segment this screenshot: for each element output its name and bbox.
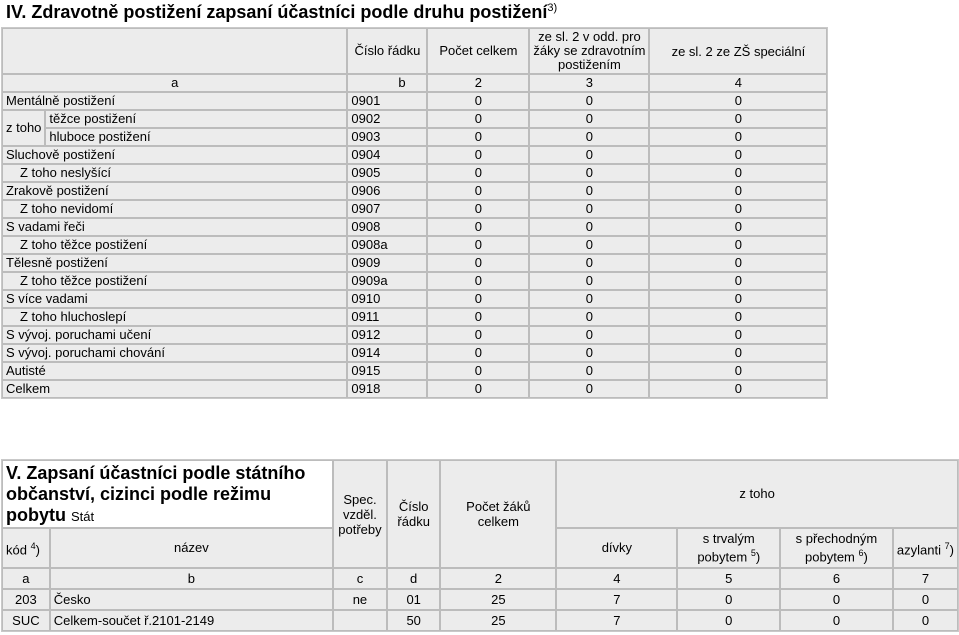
cell-value: 0 [529,128,649,146]
header-prechodny-footnote: 6 [858,548,864,559]
row-code: 0909 [347,254,427,272]
cell-value: 0 [649,110,827,128]
column-letters-row [2,74,827,92]
cell-kod: 203 [2,589,50,610]
row-code: 0908a [347,236,427,254]
row-code: 0909a [347,272,427,290]
header-trvaly-text: s trvalým pobytem [697,531,755,565]
row-code: 0908 [347,218,427,236]
table-row [2,146,827,164]
row-label: Celkem [2,380,347,398]
cell-azylanti: 0 [893,610,958,631]
row-label: S více vadami [2,290,347,308]
cell-value: 0 [427,344,529,362]
header-cislo-radku: Číslo řádku [387,460,441,568]
col-letter: 5 [677,568,780,589]
table-row [2,326,827,344]
cell-value: 0 [649,236,827,254]
cell-value: 0 [529,182,649,200]
cell-value: 0 [427,290,529,308]
cell-spec: ne [333,589,387,610]
cell-value: 0 [427,146,529,164]
cell-divky: 7 [556,610,677,631]
cell-nazev: Celkem-součet ř.2101-2149 [50,610,333,631]
row-code: 0905 [347,164,427,182]
cell-value: 0 [529,272,649,290]
cell-azylanti: 0 [893,589,958,610]
row-code: 0904 [347,146,427,164]
cell-value: 0 [649,290,827,308]
cell-value: 0 [649,218,827,236]
header-prechodny: s přechodným pobytem $^6$) [780,528,893,568]
header-kod: kód $^4$) [2,528,50,568]
row-code: 0918 [347,380,427,398]
cell-radek: 01 [387,589,441,610]
table-row [2,308,827,326]
column-letters-row [2,568,958,589]
row-label: Zrakově postižení [2,182,347,200]
col-letter: 4 [556,568,677,589]
cell-value: 0 [427,254,529,272]
row-label: Z toho nevidomí [2,200,347,218]
cell-trvaly: 0 [677,589,780,610]
row-code: 0902 [347,110,427,128]
row-code: 0914 [347,344,427,362]
section4-title-footnote: 3) [547,2,558,14]
table-row [2,254,827,272]
cell-value: 0 [529,308,649,326]
table-row [2,182,827,200]
cell-value: 0 [427,380,529,398]
row-label: S vadami řeči [2,218,347,236]
cell-value: 0 [427,362,529,380]
section5-title-text: V. Zapsaní účastníci podle státního občanství, cizinci podle režimu pobytu [6,463,306,525]
cell-value: 0 [529,146,649,164]
cell-value: 0 [427,308,529,326]
header-blank [2,28,347,74]
col-letter: 6 [780,568,893,589]
cell-nazev: Česko [50,589,333,610]
header-kod-footnote: 4 [30,540,36,551]
row-label: Sluchově postižení [2,146,347,164]
cell-pocet: 25 [440,610,556,631]
section4-title-text: IV. Zdravotně postižení zapsaní účastníci podle druhu postižení [6,2,548,22]
header-pocet-celkem: Počet celkem [427,28,529,74]
table-row [2,92,827,110]
header-azylanti-footnote: 7 [944,540,950,551]
disability-table [1,27,828,399]
row-label: S vývoj. poruchami chování [2,344,347,362]
cell-value: 0 [427,110,529,128]
row-code: 0912 [347,326,427,344]
cell-value: 0 [427,128,529,146]
header-z-toho: z toho [556,460,958,528]
cell-value: 0 [529,92,649,110]
cell-value: 0 [427,236,529,254]
row-code: 0901 [347,92,427,110]
row-label: hluboce postižení [45,128,347,146]
table-row [2,362,827,380]
table-row [2,290,827,308]
col-letter: b [50,568,333,589]
table-row [2,110,827,128]
cell-divky: 7 [556,589,677,610]
table-row [2,272,827,290]
table-row [2,610,958,631]
table-row [2,164,827,182]
col-letter: 3 [529,74,649,92]
cell-value: 0 [649,182,827,200]
cell-value: 0 [529,290,649,308]
col-letter: 2 [427,74,529,92]
cell-value: 0 [529,236,649,254]
table-row [2,236,827,254]
cell-value: 0 [649,272,827,290]
cell-kod: SUC [2,610,50,631]
row-label: Mentálně postižení [2,92,347,110]
header-kod-text: kód [6,542,27,558]
row-label: Autisté [2,362,347,380]
cell-value: 0 [529,254,649,272]
row-label: Z toho těžce postižení [2,272,347,290]
cell-value: 0 [427,218,529,236]
row-label: těžce postižení [45,110,347,128]
header-trvaly: s trvalým pobytem $^5$) [677,528,780,568]
row-label: Z toho neslyšící [2,164,347,182]
header-ze-sl2: ze sl. 2 v odd. pro žáky se zdravotním postižením [529,28,649,74]
cell-value: 0 [649,128,827,146]
row-code: 0910 [347,290,427,308]
table-row [2,589,958,610]
cell-prechodny: 0 [780,589,893,610]
header-ze-sl2-zs: ze sl. 2 ze ZŠ speciální [649,28,827,74]
row-code: 0903 [347,128,427,146]
section5-title [2,460,333,528]
table-row [2,380,827,398]
header-trvaly-footnote: 5 [750,548,756,559]
row-label: Z toho hluchoslepí [2,308,347,326]
cell-value: 0 [649,164,827,182]
cell-prechodny: 0 [780,610,893,631]
row-label: Tělesně postižení [2,254,347,272]
cell-value: 0 [649,344,827,362]
table-row [2,344,827,362]
header-spec: Spec. vzděl. potřeby [333,460,387,568]
cell-value: 0 [649,362,827,380]
col-letter: c [333,568,387,589]
cell-value: 0 [649,254,827,272]
row-code: 0915 [347,362,427,380]
row-label: Z toho těžce postižení [2,236,347,254]
section4-title [6,2,557,23]
cell-value: 0 [649,380,827,398]
cell-value: 0 [427,326,529,344]
cell-value: 0 [529,362,649,380]
row-label: S vývoj. poruchami učení [2,326,347,344]
cell-pocet: 25 [440,589,556,610]
col-letter: 2 [440,568,556,589]
row-code: 0907 [347,200,427,218]
cell-value: 0 [529,380,649,398]
citizenship-table [1,459,959,632]
cell-value: 0 [649,200,827,218]
cell-value: 0 [649,326,827,344]
header-azylanti-text: azylanti [896,542,941,558]
table-row [2,218,827,236]
header-nazev: název [50,528,333,568]
col-letter: a [2,74,347,92]
cell-trvaly: 0 [677,610,780,631]
z-toho-label: z toho [2,110,45,146]
cell-value: 0 [529,164,649,182]
header-prechodny-text: s přechodným pobytem [795,531,878,565]
col-letter: b [347,74,427,92]
header-cislo-radku: Číslo řádku [347,28,427,74]
col-letter: 4 [649,74,827,92]
cell-value: 0 [427,272,529,290]
row-code: 0906 [347,182,427,200]
cell-value: 0 [529,200,649,218]
table-row [2,200,827,218]
cell-value: 0 [649,308,827,326]
cell-value: 0 [649,92,827,110]
cell-value: 0 [649,146,827,164]
cell-value: 0 [427,164,529,182]
cell-value: 0 [529,344,649,362]
cell-value: 0 [529,218,649,236]
header-azylanti: azylanti $^7$) [893,528,958,568]
header-divky: dívky [556,528,677,568]
col-letter: d [387,568,441,589]
header-pocet-zaku: Počet žáků celkem [440,460,556,568]
table-row [2,128,827,146]
row-code: 0911 [347,308,427,326]
cell-value: 0 [427,200,529,218]
col-letter: 7 [893,568,958,589]
cell-value: 0 [529,326,649,344]
cell-value: 0 [427,182,529,200]
cell-value: 0 [529,110,649,128]
col-letter: a [2,568,50,589]
cell-radek: 50 [387,610,441,631]
section5-title-stat: Stát [71,509,95,524]
cell-spec [333,610,387,631]
cell-value: 0 [427,92,529,110]
